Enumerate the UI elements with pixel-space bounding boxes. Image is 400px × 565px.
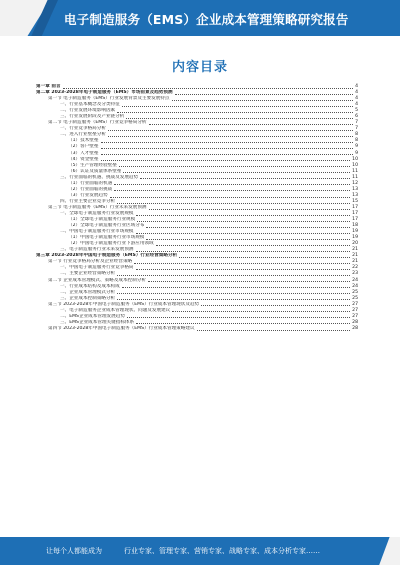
toc-dot-leader (117, 112, 353, 113)
toc-entry-page: 20 (352, 241, 358, 247)
toc-entry-page: 10 (352, 156, 358, 162)
toc-entry-page: 12 (352, 180, 358, 186)
toc-entry-page: 11 (352, 168, 358, 174)
toc-entry-title: 四、行业主要企业竞争分析 (60, 198, 116, 204)
toc-dot-leader (136, 323, 350, 324)
toc-entry-title: 一、行业基本概念及分类特征 (60, 102, 120, 108)
toc-dot-leader (123, 172, 350, 173)
toc-dot-leader (114, 184, 350, 185)
toc-entry-title: （6）认证及质量体系壁垒 (68, 168, 122, 174)
toc-entry-page: 27 (352, 313, 358, 319)
toc-dot-leader (137, 221, 350, 222)
toc-dot-leader (134, 263, 350, 264)
toc-entry-page: 28 (352, 319, 358, 325)
toc-entry-title: 第一章 前言 (36, 84, 61, 89)
toc-entry-page: 21 (352, 259, 358, 265)
toc-entry-title: 二、主要企业经营策略分析 (60, 271, 116, 277)
toc-dot-leader (117, 299, 350, 300)
toc-dot-leader (136, 215, 351, 216)
toc-dot-leader (122, 106, 353, 107)
toc-dot-leader (63, 88, 353, 89)
toc-entry-page: 10 (352, 162, 358, 168)
report-title: 电子制造服务（EMS）企业成本管理策略研究报告 (64, 12, 349, 27)
toc-entry-title: （5）生产管理经验壁垒 (68, 162, 117, 168)
toc-dot-leader (149, 124, 354, 125)
toc-dot-leader (136, 251, 351, 252)
toc-entry-page: 22 (352, 265, 358, 271)
toc-entry-title: （3）人才壁垒 (68, 150, 99, 156)
toc-entry-page: 27 (352, 307, 358, 313)
toc-dot-leader (179, 257, 350, 258)
toc-entry-title: 第三节 2023-2028年中国电子制造服务（EMS）行业成本管理现状及趋势 (48, 301, 200, 307)
toc-entry-page: 8 (355, 138, 358, 144)
toc-dot-leader (136, 269, 351, 270)
toc-entry-title: 第二章 2023-2028年电子制造服务（EMS）市场前景及趋势预测 (36, 90, 173, 96)
toc-dot-leader (149, 209, 351, 210)
toc-entry-page: 21 (352, 253, 358, 259)
footer-tagline: 行业专家、管理专家、营销专家、战略专家、成本分析专家…… (124, 547, 320, 555)
toc-entry-page: 18 (352, 223, 358, 229)
toc-dot-leader (108, 130, 353, 131)
toc-entry-title: 一、中国电子制造服务行业竞争格局 (60, 265, 134, 271)
toc-entry-title: 二、企业成本管理模式分析 (60, 289, 116, 295)
toc-entry-title: 三、行业面临的机遇、挑战及发展趋势 (60, 174, 139, 180)
toc-dot-leader (122, 287, 350, 288)
toc-entry-title: 二、EMS企业成本管理发展趋势 (60, 313, 125, 319)
toc-entry-page: 6 (355, 114, 358, 120)
toc-entry-page: 4 (355, 90, 358, 96)
toc-entry-page: 25 (352, 289, 358, 295)
toc-entry-page: 17 (352, 217, 358, 223)
toc-entry-page: 17 (352, 210, 358, 216)
toc-dot-leader (126, 118, 353, 119)
toc-dot-leader (201, 305, 350, 306)
toc-dot-leader (108, 136, 353, 137)
toc-dot-leader (146, 227, 350, 228)
toc-dot-leader (101, 142, 354, 143)
toc-entry-page: 5 (355, 108, 358, 114)
toc-entry-title: （2）行业面临的挑战 (68, 186, 113, 192)
toc-entry-page: 9 (355, 144, 358, 150)
toc-entry-title: （2）中国电子制造服务行业下游应用领域 (68, 241, 154, 247)
toc-entry-title: 二、进入行业壁垒分析 (60, 132, 106, 138)
toc-entry-title: 三、企业成本控制策略分析 (60, 295, 116, 301)
toc-entry-title: 第一节 电子制造服务（EMS）行业发展背景及主要发展特点 (48, 96, 170, 102)
toc-dot-leader (114, 190, 350, 191)
toc-entry-page: 11 (352, 174, 358, 180)
toc-entry-page: 19 (352, 235, 358, 241)
toc-entry-title: 三、电子制造服务行业未来发展预测 (60, 247, 134, 253)
toc-dot-leader (172, 311, 350, 312)
toc-entry-page: 24 (352, 277, 358, 283)
toc-dot-leader (156, 245, 351, 246)
toc-entry-title: 一、行业成本结构及成本构成 (60, 283, 120, 289)
toc-entry-title: 第三节 电子制造服务（EMS）行业未来发展预测 (48, 204, 147, 210)
toc-entry-page: 21 (352, 247, 358, 253)
toc-dot-leader (101, 154, 354, 155)
toc-entry-title: 第一节 行业竞争格局分析及企业经营策略 (48, 259, 133, 265)
toc-entry-title: （2）客户壁垒 (68, 144, 99, 150)
toc-entry-page: 28 (352, 325, 358, 331)
toc-entry-title: 第二节 企业成本管理模式、策略及成本控制分析 (48, 277, 146, 283)
toc-dot-leader (101, 148, 354, 149)
toc-entry-page: 8 (355, 132, 358, 138)
toc-entry-page: 7 (355, 126, 358, 132)
toc-dot-leader (119, 166, 350, 167)
toc-dot-leader (117, 203, 350, 204)
toc-heading: 内容目录 (171, 60, 228, 75)
toc-entry-page: 19 (352, 229, 358, 235)
toc-entry-page: 13 (352, 186, 358, 192)
toc-entry-title: 三、行业发展阶段及产业链分析 (60, 114, 125, 120)
toc-entry-title: 一、电子制造服务企业成本管理现状、问题及发展建议 (60, 307, 171, 313)
toc-dot-leader (101, 160, 351, 161)
toc-entry-page: 4 (355, 96, 358, 102)
toc-entry-title: （1）行业面临的机遇 (68, 180, 113, 186)
toc-entry-page: 27 (352, 301, 358, 307)
toc-entry-title: （4）资金壁垒 (68, 156, 99, 162)
toc-dot-leader (117, 275, 350, 276)
toc-dot-leader (127, 317, 350, 318)
toc-entry-title: 二、中国电子制造服务行业市场规模 (60, 229, 134, 235)
toc-entry-title: （3）行业发展趋势 (68, 192, 108, 198)
toc-entry-title: （1）技术壁垒 (68, 138, 99, 144)
toc-entry[interactable] (36, 326, 358, 332)
toc-entry-page: 17 (352, 204, 358, 210)
toc-entry-title: 二、行业发展环境影响因素 (60, 108, 116, 114)
toc-entry-page: 4 (355, 102, 358, 108)
toc-entry-title: 一、全球电子制造服务行业发展规模 (60, 210, 134, 216)
toc-entry-page: 13 (352, 192, 358, 198)
toc-entry-page: 15 (352, 198, 358, 204)
toc-entry-title: 第四节 2023-2028年中国电子制造服务（EMS）行业成本管理策略建议 (48, 325, 195, 331)
toc-entry-page: 25 (352, 295, 358, 301)
toc-dot-leader (175, 94, 353, 95)
toc-entry-title: （1）中国电子制造服务行业市场规模 (68, 235, 145, 241)
toc-entry-page: 7 (355, 120, 358, 126)
toc-entry-title: 一、行业竞争格局分析 (60, 126, 106, 132)
toc-entry-title: （2）全球电子制造服务行业区域分布 (68, 223, 145, 229)
toc-dot-leader (136, 233, 351, 234)
toc-entry-page: 23 (352, 271, 358, 277)
toc-dot-leader (117, 293, 350, 294)
table-of-contents (36, 84, 358, 332)
toc-entry-title: 第三章 2023-2028年中国电子制造服务（EMS）行业经营策略分析 (36, 253, 178, 259)
toc-entry-page: 4 (355, 84, 358, 89)
toc-dot-leader (110, 197, 350, 198)
toc-entry-title: 第二节 电子制造服务（EMS）行业竞争格局分析 (48, 120, 147, 126)
toc-dot-leader (197, 330, 351, 331)
footer-slogan: 让每个人都能成为 (46, 547, 102, 555)
toc-dot-leader (140, 178, 350, 179)
toc-dot-leader (148, 281, 350, 282)
toc-entry-title: （1）全球电子制造服务行业规模 (68, 217, 136, 223)
toc-dot-leader (146, 239, 350, 240)
toc-entry-page: 9 (355, 150, 358, 156)
toc-entry-title: 三、EMS企业成本管理关键指标体系 (60, 319, 135, 325)
toc-dot-leader (172, 100, 354, 101)
toc-entry-page: 24 (352, 283, 358, 289)
